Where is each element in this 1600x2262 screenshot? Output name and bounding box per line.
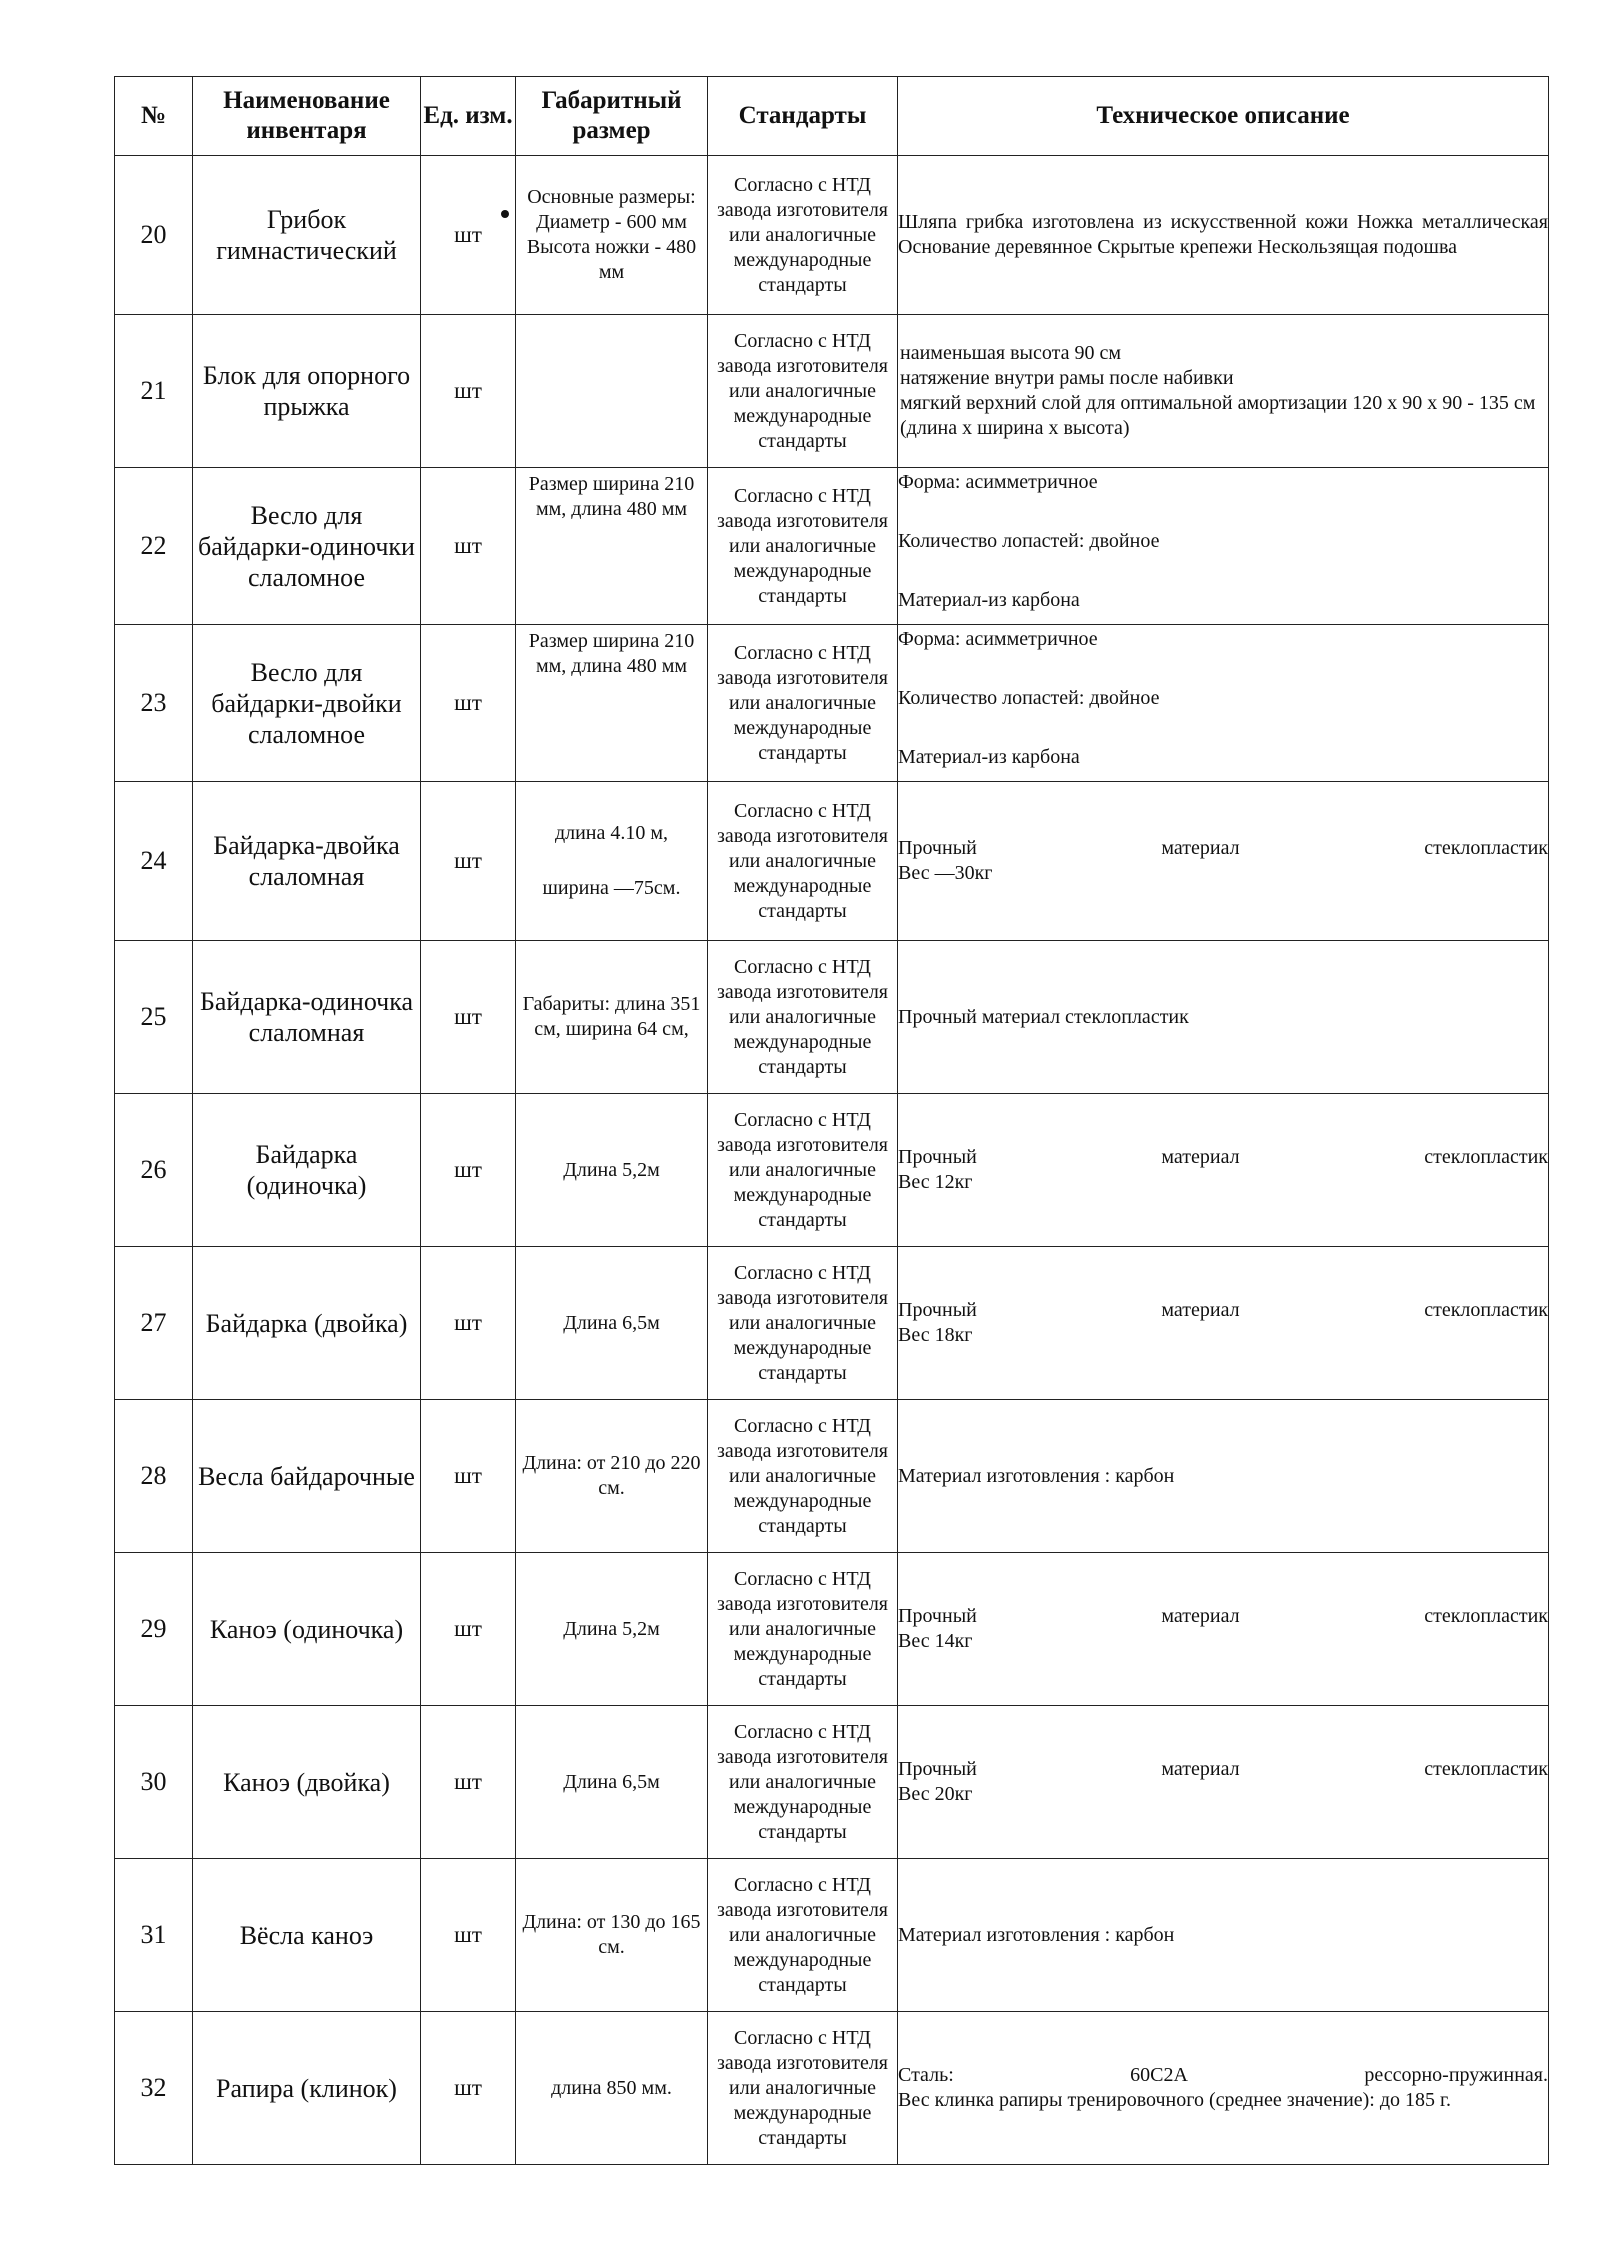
standards-cell: Согласно с НТД завода изготовителя или аналогичные международные стандарты (708, 1706, 898, 1859)
standards-cell: Согласно с НТД завода изготовителя или аналогичные международные стандарты (708, 2012, 898, 2165)
description-line: Прочный материал стеклопластик (898, 1299, 1548, 1321)
item-name: Весло для байдарки-одиночки слаломное (193, 468, 421, 625)
dimension-line: Длина 5,2м (563, 1617, 660, 1640)
item-name: Байдарка-двойка слаломная (193, 782, 421, 941)
item-name: Грибок гимнастический (193, 156, 421, 315)
unit-cell (421, 782, 516, 941)
unit-cell (421, 1706, 516, 1859)
row-number: 23 (115, 625, 193, 782)
row-number: 32 (115, 2012, 193, 2165)
dimension-cell (516, 1247, 708, 1400)
unit-cell (421, 2012, 516, 2165)
unit-label: шт (454, 1157, 482, 1182)
unit-cell (421, 1859, 516, 2012)
unit-label: шт (454, 1922, 482, 1947)
dimension-cell (516, 1706, 708, 1859)
unit-label: шт (454, 222, 482, 247)
unit-label: шт (454, 378, 482, 403)
header-number: № (115, 77, 193, 156)
item-name: Байдарка (двойка) (193, 1247, 421, 1400)
standards-cell: Согласно с НТД завода изготовителя или аналогичные международные стандарты (708, 1859, 898, 2012)
description-line: мягкий верхний слой для оптимальной амортизации 120 х 90 х 90 - 135 см (длина х ширина х высота) (900, 392, 1536, 439)
item-name: Рапира (клинок) (193, 2012, 421, 2165)
header-size: Габаритный размер (516, 77, 708, 156)
dimension-line: Размер ширина 210 мм, длина 480 мм (528, 473, 695, 520)
row-number: 27 (115, 1247, 193, 1400)
item-name: Каноэ (двойка) (193, 1706, 421, 1859)
dimension-cell (516, 1553, 708, 1706)
dimension-line: Диаметр - 600 мм (536, 211, 687, 233)
dimension-cell (516, 625, 708, 782)
dimension-cell (516, 1859, 708, 2012)
unit-cell (421, 625, 516, 782)
description-cell (898, 2012, 1549, 2165)
description-line: Форма: асимметричное (898, 628, 1098, 650)
inventory-table (114, 76, 1549, 2165)
table-row (115, 156, 1549, 315)
dimension-cell (516, 782, 708, 941)
description-line: Прочный материал стеклопластик (898, 1605, 1548, 1627)
table-row (115, 1400, 1549, 1553)
description-line: Прочный материал стеклопластик (898, 1758, 1548, 1780)
description-lines (898, 627, 1548, 770)
header-description: Техническое описание (898, 77, 1549, 156)
item-name: Байдарка-одиночка слаломная (193, 941, 421, 1094)
standards-cell: Согласно с НТД завода изготовителя или аналогичные международные стандарты (708, 156, 898, 315)
dimension-cell (516, 1400, 708, 1553)
description-line: Прочный материал стеклопластик (898, 1005, 1189, 1028)
dimension-line: Габариты: длина 351 см, ширина 64 см, (522, 993, 701, 1040)
table-row (115, 941, 1549, 1094)
unit-label: шт (454, 2075, 482, 2100)
unit-label: шт (454, 1769, 482, 1794)
item-name: Байдарка (одиночка) (193, 1094, 421, 1247)
dimension-cell (516, 315, 708, 468)
standards-cell: Согласно с НТД завода изготовителя или аналогичные международные стандарты (708, 1094, 898, 1247)
item-name: Блок для опорного прыжка (193, 315, 421, 468)
standards-cell: Согласно с НТД завода изготовителя или аналогичные международные стандарты (708, 1553, 898, 1706)
description-line: Прочный материал стеклопластик (898, 837, 1548, 859)
unit-label: шт (454, 1616, 482, 1641)
description-line: Сталь: 60С2А рессорно-пружинная. (898, 2064, 1548, 2086)
description-cell (898, 782, 1549, 941)
description-cell (898, 1553, 1549, 1706)
table-row (115, 468, 1549, 625)
description-line: Вес 20кг (898, 1783, 973, 1805)
description-line: Количество лопастей: двойное (898, 530, 1160, 552)
description-cell (898, 315, 1549, 468)
dimension-cell (516, 941, 708, 1094)
description-line: наименьшая высота 90 см (900, 342, 1122, 364)
dimension-line: Основные размеры: (527, 186, 696, 208)
unit-cell (421, 156, 516, 315)
description-line: натяжение внутри рамы после набивки (900, 367, 1234, 389)
description-line: Вес —30кг (898, 862, 993, 884)
unit-cell (421, 1094, 516, 1247)
dimension-cell (516, 1094, 708, 1247)
row-number: 21 (115, 315, 193, 468)
dimension-cell (516, 468, 708, 625)
description-line: Материал изготовления : карбон (898, 1464, 1175, 1487)
dimension-line: Размер ширина 210 мм, длина 480 мм (528, 630, 695, 677)
row-number: 29 (115, 1553, 193, 1706)
description-text: Шляпа грибка изготовлена из искусственной кожи Ножка металлическая Основание деревянное Скрытые крепежи Нескользящая подошва (898, 211, 1548, 258)
item-name: Каноэ (одиночка) (193, 1553, 421, 1706)
unit-cell (421, 1553, 516, 1706)
dimension-line: ширина —75см. (542, 877, 681, 899)
row-number: 20 (115, 156, 193, 315)
description-line: Вес 18кг (898, 1324, 973, 1346)
table-row (115, 1706, 1549, 1859)
description-cell (898, 1400, 1549, 1553)
standards-cell: Согласно с НТД завода изготовителя или аналогичные международные стандарты (708, 315, 898, 468)
description-lines (898, 470, 1548, 613)
row-number: 26 (115, 1094, 193, 1247)
table-row (115, 782, 1549, 941)
row-number: 25 (115, 941, 193, 1094)
dimension-line: длина 4.10 м, (554, 822, 669, 844)
item-name: Весло для байдарки-двойки слаломное (193, 625, 421, 782)
standards-cell: Согласно с НТД завода изготовителя или аналогичные международные стандарты (708, 941, 898, 1094)
description-cell (898, 1247, 1549, 1400)
unit-label: шт (454, 1463, 482, 1488)
description-line: Вес 14кг (898, 1630, 973, 1652)
description-cell (898, 1094, 1549, 1247)
description-line: Прочный материал стеклопластик (898, 1146, 1548, 1168)
dimension-line: Длина 6,5м (563, 1311, 660, 1334)
row-number: 24 (115, 782, 193, 941)
standards-cell: Согласно с НТД завода изготовителя или аналогичные международные стандарты (708, 625, 898, 782)
row-number: 28 (115, 1400, 193, 1553)
description-line: Количество лопастей: двойное (898, 687, 1160, 709)
unit-label: шт (454, 1004, 482, 1029)
description-cell (898, 625, 1549, 782)
table-row (115, 315, 1549, 468)
row-number: 30 (115, 1706, 193, 1859)
unit-cell (421, 1247, 516, 1400)
description-line: Материал изготовления : карбон (898, 1923, 1175, 1946)
table-row (115, 1094, 1549, 1247)
row-number: 31 (115, 1859, 193, 2012)
item-name: Вёсла каноэ (193, 1859, 421, 2012)
description-line: Вес клинка рапиры тренировочного (среднее значение): до 185 г. (898, 2089, 1451, 2111)
unit-cell (421, 468, 516, 625)
description-cell (898, 941, 1549, 1094)
unit-label: шт (454, 690, 482, 715)
header-standards: Стандарты (708, 77, 898, 156)
row-number: 22 (115, 468, 193, 625)
header-unit: Ед. изм. (421, 77, 516, 156)
standards-cell: Согласно с НТД завода изготовителя или аналогичные международные стандарты (708, 1247, 898, 1400)
unit-label: шт (454, 1310, 482, 1335)
table-row (115, 1859, 1549, 2012)
dimension-line: Длина: от 210 до 220 см. (522, 1452, 701, 1499)
header-name: Наименование инвентаря (193, 77, 421, 156)
dimension-cell (516, 156, 708, 315)
description-cell (898, 1859, 1549, 2012)
table-row (115, 1553, 1549, 1706)
unit-label: шт (454, 533, 482, 558)
description-line: Вес 12кг (898, 1171, 973, 1193)
description-line: Материал-из карбона (898, 589, 1080, 611)
table-row (115, 1247, 1549, 1400)
unit-cell (421, 315, 516, 468)
dimension-line: Длина: от 130 до 165 см. (522, 1911, 701, 1958)
unit-label: шт (454, 848, 482, 873)
item-name: Весла байдарочные (193, 1400, 421, 1553)
description-cell (898, 1706, 1549, 1859)
dimension-line: Длина 5,2м (563, 1158, 660, 1181)
standards-cell: Согласно с НТД завода изготовителя или аналогичные международные стандарты (708, 468, 898, 625)
unit-cell (421, 1400, 516, 1553)
table-row (115, 2012, 1549, 2165)
description-line: Форма: асимметричное (898, 471, 1098, 493)
dimension-line: длина 850 мм. (551, 2076, 672, 2099)
dimension-cell (516, 2012, 708, 2165)
dimension-line: Длина 6,5м (563, 1770, 660, 1793)
description-cell (898, 468, 1549, 625)
dimension-line: Высота ножки - 480 мм (526, 236, 697, 283)
standards-cell: Согласно с НТД завода изготовителя или аналогичные международные стандарты (708, 782, 898, 941)
standards-cell: Согласно с НТД завода изготовителя или аналогичные международные стандарты (708, 1400, 898, 1553)
description-cell (898, 156, 1549, 315)
bullet-dot-icon (501, 210, 509, 218)
table-header-row (115, 77, 1549, 156)
unit-cell (421, 941, 516, 1094)
description-line: Материал-из карбона (898, 746, 1080, 768)
table-row (115, 625, 1549, 782)
